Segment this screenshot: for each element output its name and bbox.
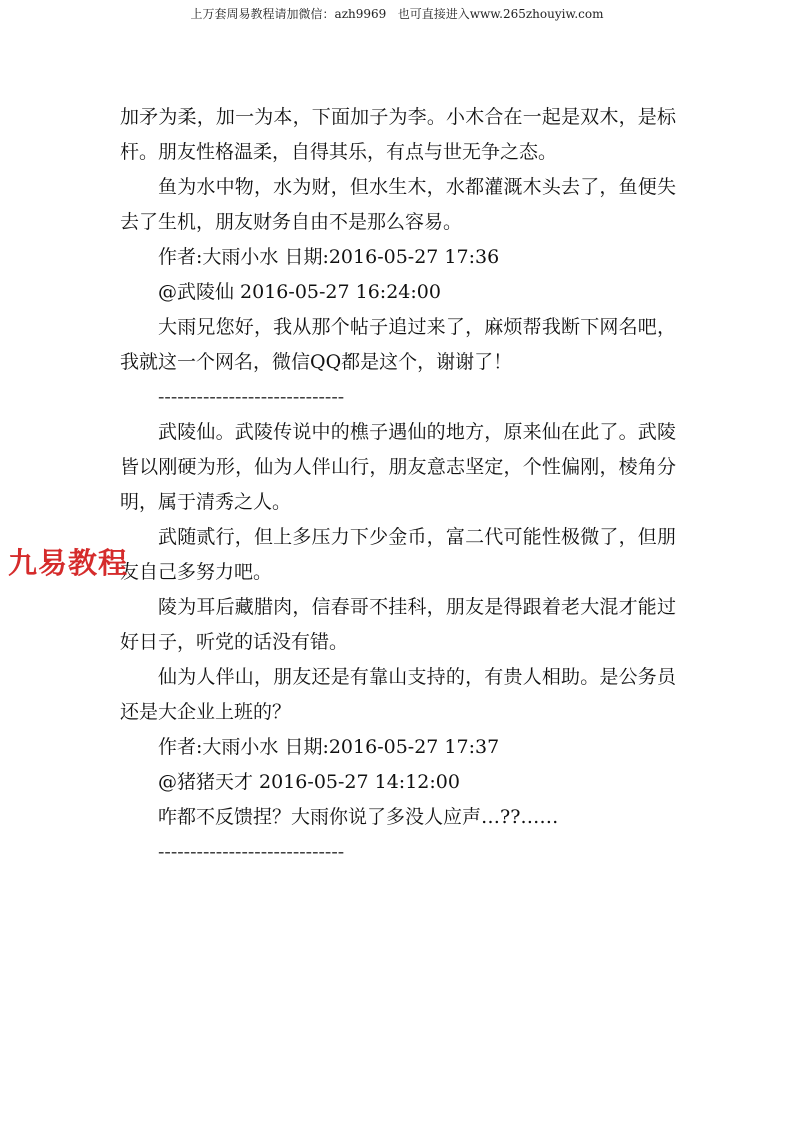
paragraph-3: 武陵仙。武陵传说中的樵子遇仙的地方，原来仙在此了。武陵皆以刚硬为形，仙为人伴山行，朋友意志坚定，个性偏刚，棱角分明，属于清秀之人。: [120, 421, 676, 513]
post-meta-2: 作者:大雨小水 日期:2016-05-27 17:37: [158, 736, 500, 758]
quote-ref-2: @猪猪天才 2016-05-27 14:12:00: [158, 771, 460, 793]
quote-ref-1: @武陵仙 2016-05-27 16:24:00: [158, 281, 441, 303]
header-wechat-note: 上万套周易教程请加微信：azh9969 也可直接进入www.265zhouyiw.com: [190, 7, 604, 21]
paragraph-1: 加矛为柔，加一为本，下面加子为李。小木合在一起是双木，是标杆。朋友性格温柔，自得其乐，有点与世无争之态。: [120, 106, 676, 163]
post-meta-1: 作者:大雨小水 日期:2016-05-27 17:36: [158, 246, 500, 268]
paragraph-5: 陵为耳后藏腊肉，信春哥不挂科，朋友是得跟着老大混才能过好日子，听党的话没有错。: [120, 596, 676, 653]
separator-1: -----------------------------: [158, 386, 345, 408]
paragraph-4: 武随贰行，但上多压力下少金币，富二代可能性极微了，但朋友自己多努力吧。: [120, 526, 676, 583]
paragraph-6: 仙为人伴山，朋友还是有靠山支持的，有贵人相助。是公务员还是大企业上班的？: [120, 666, 676, 723]
document-body: [120, 100, 676, 870]
paragraph-2: 鱼为水中物，水为财，但水生木，水都灌溉木头去了，鱼便失去了生机，朋友财务自由不是那么容易。: [120, 176, 676, 233]
quoted-post-1: 大雨兄您好，我从那个帖子追过来了，麻烦帮我断下网名吧，我就这一个网名，微信QQ都是这个，谢谢了！: [120, 316, 676, 373]
quoted-post-2: 咋都不反馈捏？大雨你说了多没人应声…??……: [158, 806, 559, 828]
separator-2: -----------------------------: [158, 841, 345, 863]
watermark-logo: 九易教程: [8, 546, 129, 580]
